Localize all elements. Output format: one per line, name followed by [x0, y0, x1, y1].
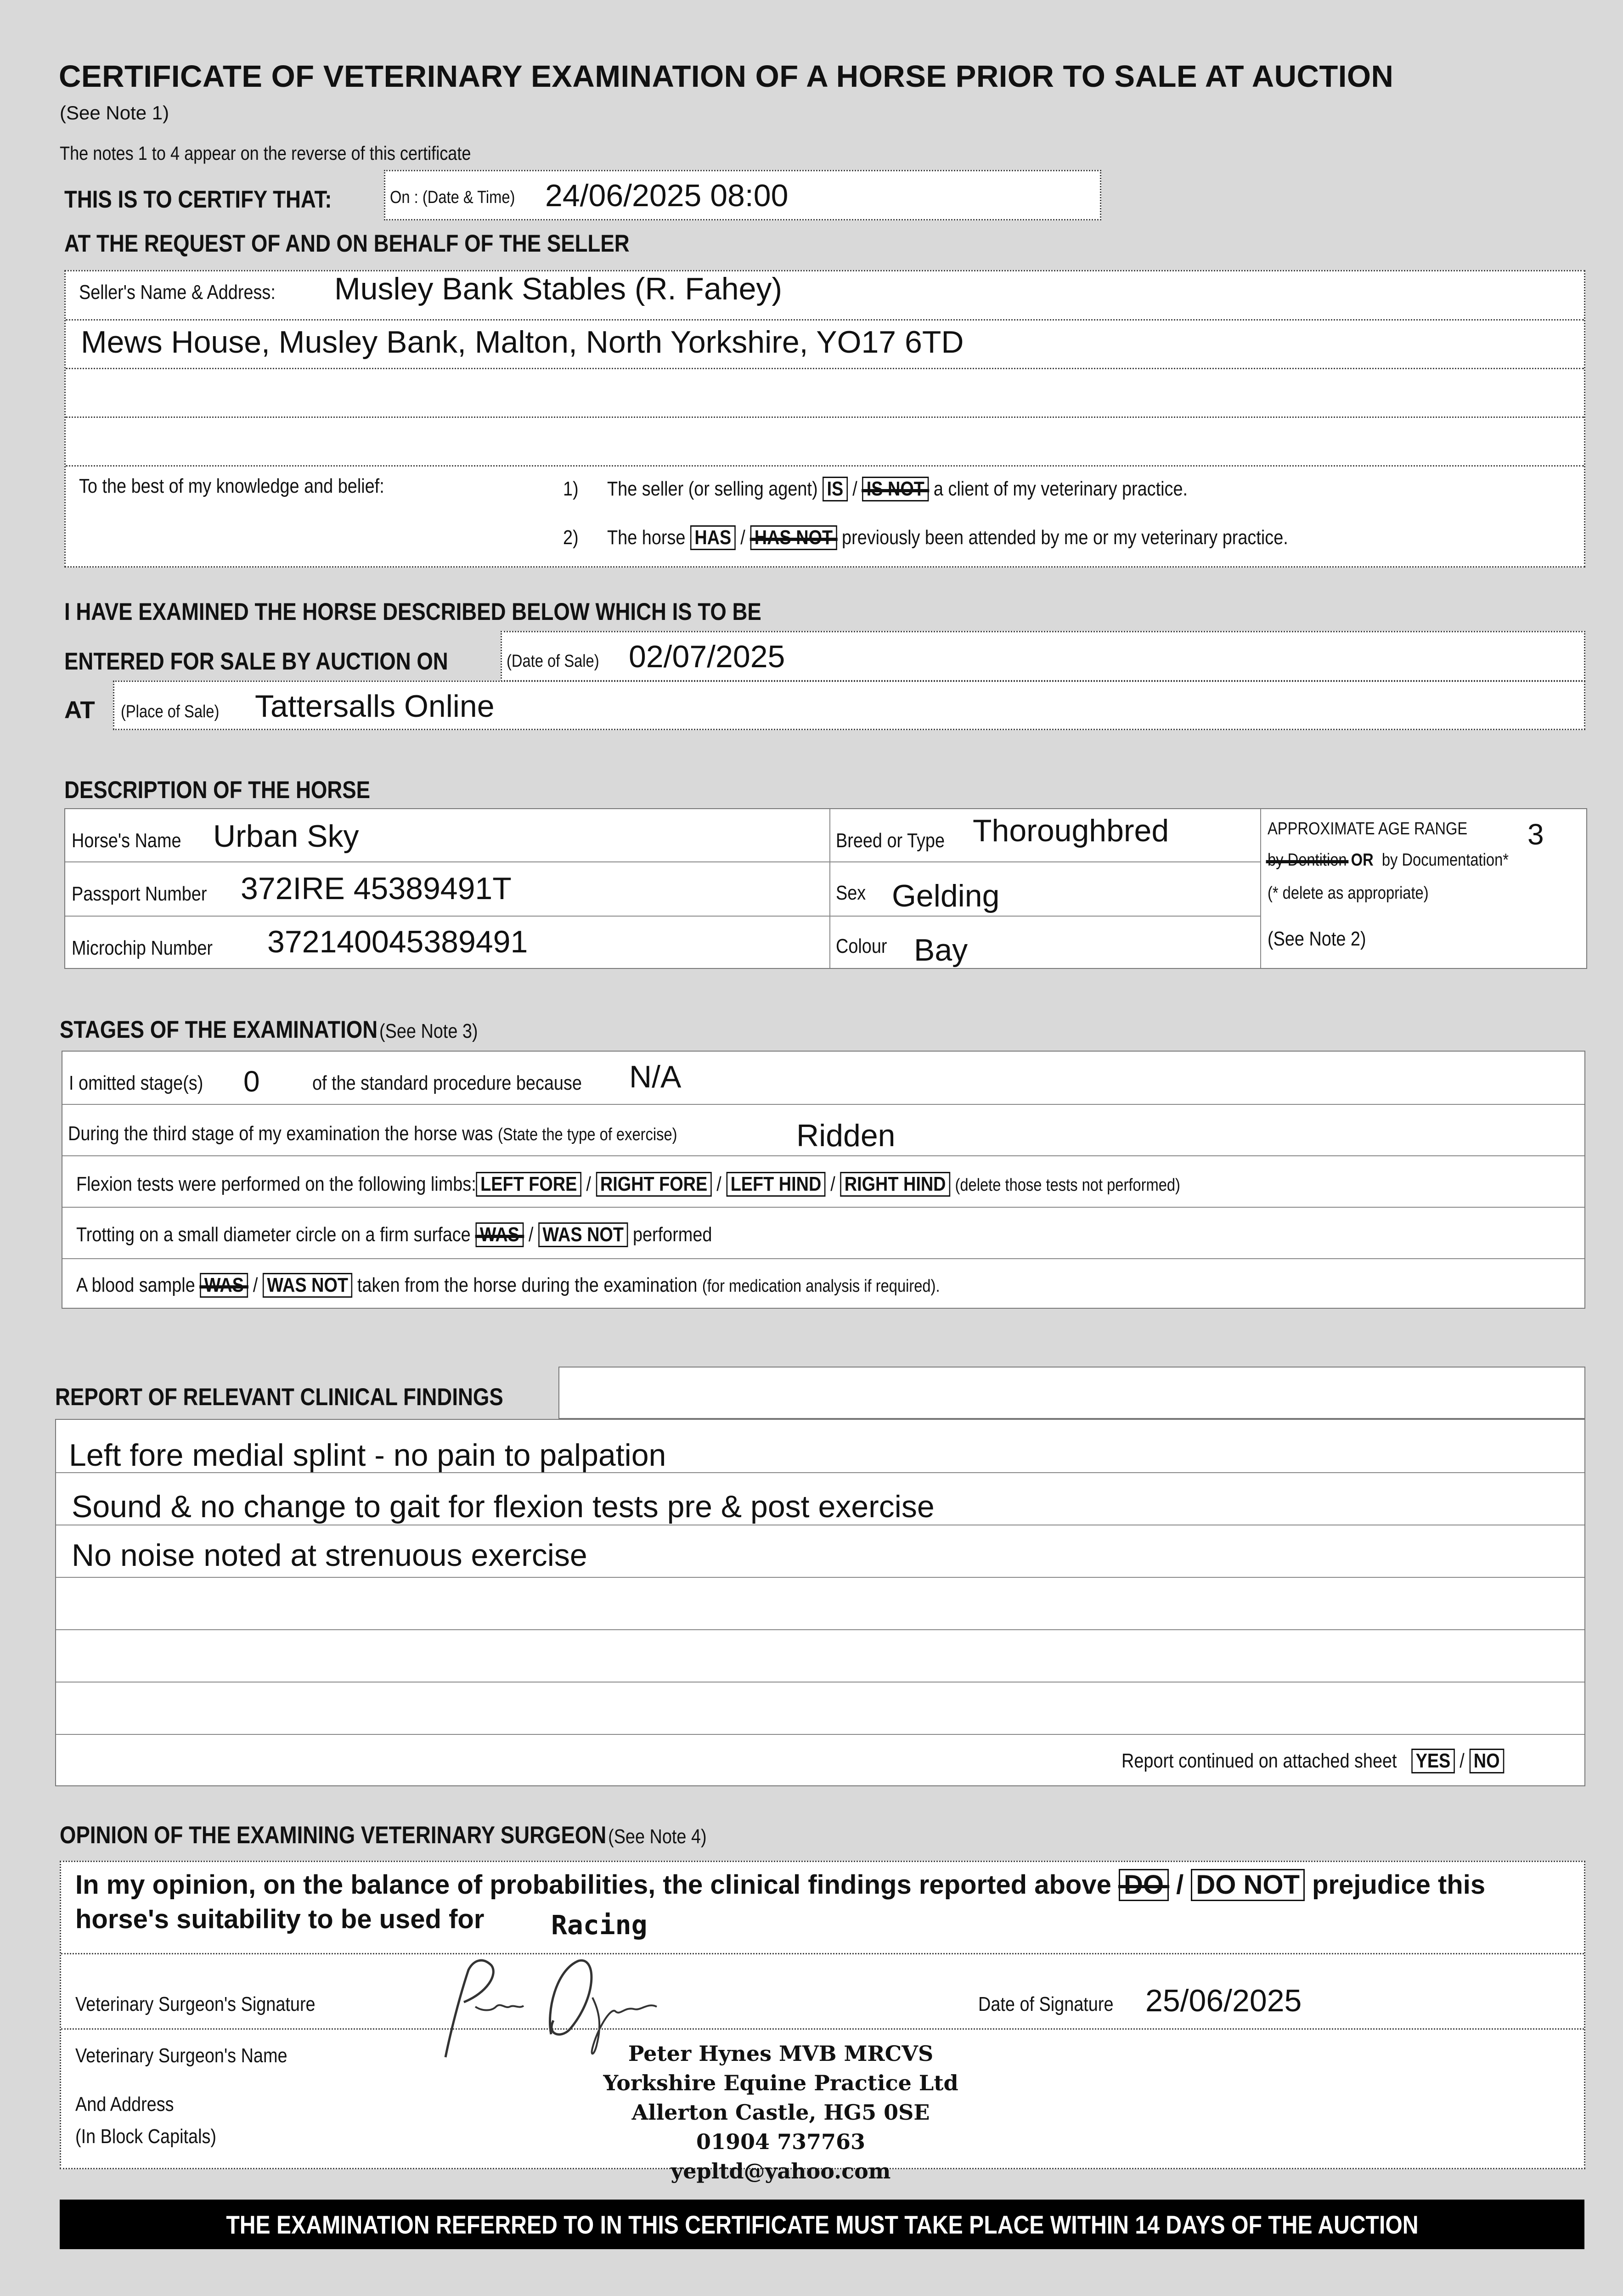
- stages-section-title: STAGES OF THE EXAMINATION: [60, 1016, 378, 1043]
- breed-value[interactable]: Thoroughbred: [973, 813, 1169, 848]
- seller-address[interactable]: Mews House, Musley Bank, Malton, North Yorkshire, YO17 6TD: [81, 325, 964, 360]
- client-statement: [563, 477, 1289, 501]
- omitted-because: of the standard procedure because: [312, 1072, 582, 1094]
- finding-line-1[interactable]: Left fore medial splint - no pain to palpation: [69, 1438, 666, 1473]
- blood-label: A blood sample: [76, 1274, 195, 1296]
- flexion-slash-1: /: [586, 1173, 591, 1195]
- age-value[interactable]: 3: [1527, 818, 1544, 851]
- footer-notice-bar: [60, 2200, 1584, 2249]
- finding-line-2[interactable]: Sound & no change to gait for flexion tests pre & post exercise: [72, 1489, 935, 1524]
- flexion-label: Flexion tests were performed on the following limbs:: [76, 1173, 476, 1195]
- horse-section-title: DESCRIPTION OF THE HORSE: [64, 777, 371, 804]
- findings-section-title: REPORT OF RELEVANT CLINICAL FINDINGS: [55, 1384, 503, 1411]
- omitted-reason[interactable]: N/A: [629, 1059, 682, 1094]
- third-stage-label: During the third stage of my examination the horse was: [68, 1122, 493, 1145]
- trotting-slash: /: [528, 1223, 534, 1246]
- item2-text: The horse: [607, 526, 686, 549]
- date-of-sale-value: 02/07/2025: [629, 639, 785, 674]
- signature-date-label: Date of Signature: [978, 1993, 1114, 2015]
- age-delete-note: (* delete as appropriate): [1268, 884, 1429, 903]
- item2-post: previously been attended by me or my veterinary practice.: [842, 526, 1288, 549]
- attended-statement: [563, 525, 1406, 550]
- knowledge-label: To the best of my knowledge and belief:: [79, 475, 384, 497]
- sex-label: Sex: [836, 882, 866, 904]
- practice-stamp: [597, 2039, 964, 2186]
- opinion-slash: /: [1176, 1870, 1184, 1900]
- opinion-use-value[interactable]: Racing: [551, 1909, 648, 1941]
- continued-label: Report continued on attached sheet: [1121, 1750, 1397, 1772]
- omitted-label: I omitted stage(s): [69, 1072, 203, 1094]
- seller-label: Seller's Name & Address:: [79, 281, 276, 304]
- blood-note: (for medication analysis if required).: [702, 1277, 940, 1296]
- blood-post: taken from the horse during the examination: [357, 1274, 698, 1296]
- trotting-was-not[interactable]: WAS NOT: [538, 1222, 628, 1247]
- datetime-label: On : (Date & Time): [390, 188, 515, 207]
- colour-value[interactable]: Bay: [914, 933, 968, 968]
- item2-number: 2): [563, 526, 579, 549]
- has-option[interactable]: HAS: [690, 525, 736, 550]
- passport-value[interactable]: 372IRE 45389491T: [241, 871, 512, 906]
- item2-slash: /: [740, 526, 745, 549]
- place-of-sale-label: (Place of Sale): [121, 702, 220, 721]
- footer-notice: THE EXAMINATION REFERRED TO IN THIS CERTIFICATE MUST TAKE PLACE WITHIN 14 DAYS OF THE AUCTION: [225, 2210, 1419, 2239]
- flexion-left-hind[interactable]: LEFT HIND: [726, 1172, 826, 1197]
- opinion-statement: In my opinion, on the balance of probabilities, the clinical findings reported above: [75, 1870, 1111, 1900]
- age-by-dentition-struck[interactable]: by Dentition: [1268, 850, 1347, 870]
- blood-slash: /: [253, 1274, 258, 1296]
- block-caps-label: (In Block Capitals): [75, 2125, 217, 2148]
- flexion-slash-3: /: [830, 1173, 835, 1195]
- flexion-slash-2: /: [716, 1173, 721, 1195]
- signature-date-value[interactable]: 25/06/2025: [1145, 1983, 1302, 2018]
- request-label: AT THE REQUEST OF AND ON BEHALF OF THE SELLER: [64, 230, 630, 257]
- colour-label: Colour: [836, 935, 887, 957]
- flexion-right-fore[interactable]: RIGHT FORE: [596, 1172, 711, 1197]
- stamp-line-1: Peter Hynes MVB MRCVS: [628, 2041, 934, 2066]
- third-stage-hint: (State the type of exercise): [497, 1125, 677, 1144]
- certify-label: THIS IS TO CERTIFY THAT:: [64, 186, 332, 213]
- item1-number: 1): [563, 478, 579, 500]
- date-of-sale-field[interactable]: [501, 631, 1585, 681]
- age-see-note: (See Note 2): [1268, 928, 1366, 950]
- opinion-see-note: (See Note 4): [608, 1825, 707, 1848]
- trotting-was-struck[interactable]: WAS: [475, 1222, 524, 1247]
- continued-no[interactable]: NO: [1469, 1749, 1504, 1773]
- item1-text: The seller (or selling agent): [607, 478, 818, 500]
- stamp-line-4: 01904 737763 yepltd@yahoo.com: [671, 2129, 891, 2183]
- place-of-sale-value: Tattersalls Online: [255, 689, 495, 724]
- opinion-do-struck[interactable]: DO: [1119, 1869, 1169, 1901]
- stamp-line-2: Yorkshire Equine Practice Ltd: [603, 2071, 958, 2095]
- continued-yes[interactable]: YES: [1411, 1749, 1455, 1773]
- is-not-option-struck[interactable]: IS NOT: [862, 477, 929, 501]
- microchip-value[interactable]: 372140045389491: [267, 924, 528, 959]
- continued-slash: /: [1460, 1750, 1465, 1772]
- opinion-section-title: OPINION OF THE EXAMINING VETERINARY SURGEON: [60, 1822, 607, 1849]
- blood-was-struck[interactable]: WAS: [200, 1273, 248, 1298]
- address-label: And Address: [75, 2093, 174, 2116]
- flexion-note: (delete those tests not performed): [955, 1176, 1180, 1195]
- age-or: OR: [1351, 850, 1374, 870]
- horse-name-label: Horse's Name: [72, 829, 181, 852]
- passport-label: Passport Number: [72, 883, 207, 905]
- examined-line: I HAVE EXAMINED THE HORSE DESCRIBED BELOW WHICH IS TO BE: [64, 598, 761, 625]
- horse-name-value[interactable]: Urban Sky: [213, 819, 359, 854]
- microchip-label: Microchip Number: [72, 937, 213, 959]
- item1-post: a client of my veterinary practice.: [933, 478, 1188, 500]
- trotting-label: Trotting on a small diameter circle on a firm surface: [76, 1223, 471, 1246]
- finding-line-3[interactable]: No noise noted at strenuous exercise: [72, 1538, 587, 1573]
- seller-name[interactable]: Musley Bank Stables (R. Fahey): [334, 271, 783, 306]
- item1-slash: /: [852, 478, 857, 500]
- blood-was-not[interactable]: WAS NOT: [263, 1273, 353, 1298]
- flexion-left-fore[interactable]: LEFT FORE: [476, 1172, 581, 1197]
- opinion-do-not[interactable]: DO NOT: [1191, 1869, 1305, 1901]
- omitted-value[interactable]: 0: [243, 1065, 260, 1098]
- title-note: (See Note 1): [60, 102, 169, 124]
- notes-line: The notes 1 to 4 appear on the reverse of this certificate: [60, 142, 471, 164]
- certificate-title: CERTIFICATE OF VETERINARY EXAMINATION OF A HORSE PRIOR TO SALE AT AUCTION: [59, 59, 1394, 94]
- stamp-line-3: Allerton Castle, HG5 0SE: [631, 2100, 930, 2125]
- opinion-statement-line2: horse's suitability to be used for: [75, 1904, 485, 1934]
- stages-see-note: (See Note 3): [379, 1020, 478, 1042]
- date-of-sale-label: (Date of Sale): [507, 652, 599, 671]
- at-label: AT: [64, 697, 95, 724]
- breed-label: Breed or Type: [836, 829, 945, 852]
- seller-box: [64, 270, 1585, 568]
- flexion-right-hind[interactable]: RIGHT HIND: [840, 1172, 950, 1197]
- entered-label: ENTERED FOR SALE BY AUCTION ON: [64, 648, 448, 675]
- place-of-sale-field[interactable]: [113, 681, 1585, 730]
- trotting-post: performed: [632, 1223, 712, 1246]
- opinion-statement-post: prejudice this: [1312, 1870, 1486, 1900]
- surgeon-name-label: Veterinary Surgeon's Name: [75, 2044, 287, 2067]
- findings-header-box: [558, 1367, 1585, 1419]
- datetime-field[interactable]: [384, 170, 1101, 220]
- sex-value[interactable]: Gelding: [892, 878, 1000, 913]
- signature-label: Veterinary Surgeon's Signature: [75, 1993, 316, 2015]
- findings-box: [55, 1419, 1585, 1786]
- is-option[interactable]: IS: [823, 477, 848, 501]
- age-range-label: APPROXIMATE AGE RANGE: [1268, 819, 1468, 838]
- third-stage-value[interactable]: Ridden: [796, 1118, 896, 1153]
- has-not-option-struck[interactable]: HAS NOT: [750, 525, 837, 550]
- datetime-value: 24/06/2025 08:00: [545, 178, 789, 213]
- age-by-documentation[interactable]: by Documentation*: [1381, 850, 1509, 870]
